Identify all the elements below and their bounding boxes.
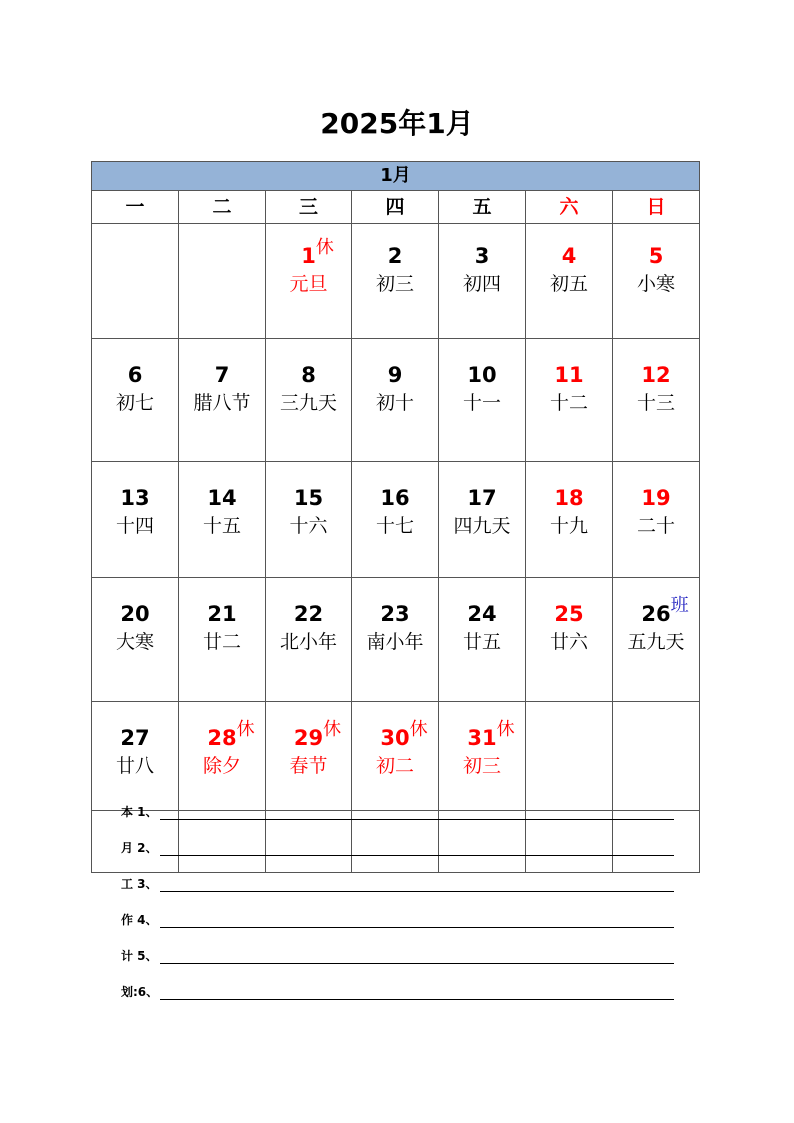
lunar-date: 初十 (375, 392, 414, 414)
note-line (121, 856, 674, 892)
day-number-text: 10 (467, 363, 497, 387)
day-number-text: 15 (293, 486, 324, 510)
week-row (92, 224, 700, 339)
day-number-text: 18 (554, 486, 584, 510)
week-row (92, 339, 700, 462)
day-number-text: 24 (467, 602, 497, 626)
day-number (128, 363, 143, 387)
weekday-header: 六 (526, 191, 613, 224)
day-cell (439, 462, 526, 578)
day-number-text: 14 (207, 486, 237, 510)
note-label: 本 1、 (121, 805, 158, 819)
day-number-text: 9 (387, 363, 403, 387)
lunar-date: 四九天 (453, 515, 511, 537)
lunar-date: 二十 (637, 515, 676, 537)
note-line (121, 928, 674, 964)
day-number (380, 602, 409, 626)
day-number (641, 486, 670, 510)
day-cell (92, 462, 179, 578)
lunar-date: 初三 (462, 755, 501, 777)
day-cell (613, 578, 700, 702)
note-blank-line[interactable] (160, 949, 674, 964)
day-number-text: 27 (120, 726, 150, 750)
lunar-date: 十六 (289, 515, 328, 537)
note-line (121, 820, 674, 856)
day-number (380, 719, 428, 750)
day-cell (266, 339, 352, 462)
day-cell (526, 339, 613, 462)
lunar-date: 初五 (549, 273, 588, 295)
day-number (388, 244, 403, 268)
lunar-date: 廿八 (115, 755, 154, 777)
day-number (562, 244, 577, 268)
lunar-date: 除夕 (202, 755, 241, 777)
day-number (641, 363, 670, 387)
day-number-text: 6 (127, 363, 143, 387)
day-cell (352, 578, 439, 702)
day-number (120, 486, 149, 510)
page-title: 2025年1月 (320, 107, 474, 140)
day-number (215, 363, 230, 387)
day-number (467, 486, 496, 510)
lunar-date: 初四 (462, 273, 501, 295)
holiday-badge: 休 (409, 719, 428, 740)
day-number (554, 602, 583, 626)
day-cell (526, 462, 613, 578)
day-cell (179, 339, 266, 462)
lunar-date: 十三 (637, 392, 676, 414)
day-number (467, 602, 496, 626)
note-line (121, 964, 674, 1000)
day-cell (613, 462, 700, 578)
holiday-badge: 休 (323, 719, 342, 740)
day-number-text: 1 (301, 244, 316, 268)
day-number-text: 13 (120, 486, 150, 510)
day-number (207, 719, 255, 750)
month-header: 1月 (92, 162, 700, 191)
day-number-text: 26 (641, 602, 671, 626)
empty-day-cell (92, 224, 179, 339)
note-line (121, 892, 674, 928)
note-label: 工 3、 (121, 877, 158, 891)
day-cell (439, 339, 526, 462)
day-number-text: 21 (207, 602, 237, 626)
day-cell (92, 339, 179, 462)
monthly-plan-notes (121, 784, 674, 1000)
lunar-date: 廿五 (462, 631, 501, 653)
day-number-text: 11 (554, 363, 584, 387)
lunar-date: 十七 (375, 515, 414, 537)
day-cell (266, 578, 352, 702)
note-line (121, 784, 674, 820)
weekday-header: 三 (266, 191, 352, 224)
day-cell (613, 224, 700, 339)
week-row (92, 578, 700, 702)
day-cell (613, 339, 700, 462)
weekday-header: 四 (352, 191, 439, 224)
lunar-date: 大寒 (115, 631, 154, 653)
note-blank-line[interactable] (160, 841, 674, 856)
note-blank-line[interactable] (160, 913, 674, 928)
day-number (641, 595, 689, 626)
day-number-text: 5 (648, 244, 664, 268)
holiday-badge: 休 (315, 237, 334, 258)
lunar-date: 廿六 (549, 631, 588, 653)
lunar-date: 廿二 (202, 631, 241, 653)
lunar-date: 初七 (115, 392, 154, 414)
note-label: 月 2、 (121, 841, 158, 855)
empty-day-cell (179, 224, 266, 339)
day-number (293, 719, 342, 750)
day-number-text: 25 (554, 602, 584, 626)
note-blank-line[interactable] (160, 877, 674, 892)
lunar-date: 初三 (375, 273, 414, 295)
holiday-badge: 休 (236, 719, 255, 740)
lunar-date: 十一 (462, 392, 501, 414)
day-number-text: 28 (207, 726, 237, 750)
lunar-date: 三九天 (279, 392, 337, 414)
day-number-text: 12 (641, 363, 671, 387)
day-number (120, 726, 149, 750)
day-number-text: 30 (380, 726, 410, 750)
weekday-header: 一 (92, 191, 179, 224)
day-number (475, 244, 490, 268)
day-cell (439, 224, 526, 339)
day-number (649, 244, 664, 268)
weekday-header: 二 (179, 191, 266, 224)
day-cell (179, 462, 266, 578)
day-number-text: 22 (293, 602, 324, 626)
lunar-date: 十四 (115, 515, 154, 537)
day-number (207, 486, 236, 510)
lunar-date: 元旦 (289, 273, 328, 295)
lunar-date: 北小年 (279, 631, 337, 653)
day-cell (526, 224, 613, 339)
note-label: 作 4、 (121, 913, 158, 927)
weekday-header: 日 (613, 191, 700, 224)
day-number (294, 486, 323, 510)
day-number (301, 363, 316, 387)
lunar-date: 十九 (549, 515, 588, 537)
lunar-date: 南小年 (366, 631, 424, 653)
day-number (301, 237, 334, 268)
day-number (467, 719, 515, 750)
day-number-text: 23 (380, 602, 410, 626)
day-cell (266, 462, 352, 578)
day-number-text: 7 (214, 363, 230, 387)
day-cell (266, 224, 352, 339)
day-number (554, 486, 583, 510)
day-number-text: 20 (120, 602, 150, 626)
day-number-text: 4 (561, 244, 577, 268)
day-number-text: 2 (387, 244, 403, 268)
day-number (120, 602, 149, 626)
day-number-text: 3 (474, 244, 490, 268)
day-number-text: 29 (293, 726, 324, 750)
day-cell (526, 578, 613, 702)
lunar-date: 小寒 (637, 273, 676, 295)
lunar-date: 五九天 (627, 631, 685, 653)
day-number-text: 31 (467, 726, 497, 750)
day-number (207, 602, 236, 626)
day-cell (352, 462, 439, 578)
day-number-text: 17 (467, 486, 497, 510)
day-number-text: 16 (380, 486, 410, 510)
day-cell (179, 578, 266, 702)
calendar-grid (91, 161, 700, 873)
day-number (467, 363, 496, 387)
note-label: 划:6、 (121, 985, 159, 999)
day-number-text: 8 (301, 363, 316, 387)
lunar-date: 腊八节 (193, 392, 251, 414)
note-blank-line[interactable] (160, 805, 674, 820)
day-number (294, 602, 323, 626)
lunar-date: 初二 (375, 755, 414, 777)
lunar-date: 十二 (549, 392, 588, 414)
day-number-text: 19 (641, 486, 671, 510)
weekday-header: 五 (439, 191, 526, 224)
day-cell (92, 578, 179, 702)
note-label: 计 5、 (121, 949, 158, 963)
day-cell (352, 224, 439, 339)
lunar-date: 春节 (289, 755, 328, 777)
week-row (92, 462, 700, 578)
note-blank-line[interactable] (160, 985, 674, 1000)
holiday-badge: 休 (496, 719, 515, 740)
day-number (388, 363, 403, 387)
day-cell (352, 339, 439, 462)
lunar-date: 十五 (202, 515, 241, 537)
day-number (554, 363, 583, 387)
day-cell (439, 578, 526, 702)
day-number (380, 486, 409, 510)
workday-badge: 班 (670, 595, 689, 616)
